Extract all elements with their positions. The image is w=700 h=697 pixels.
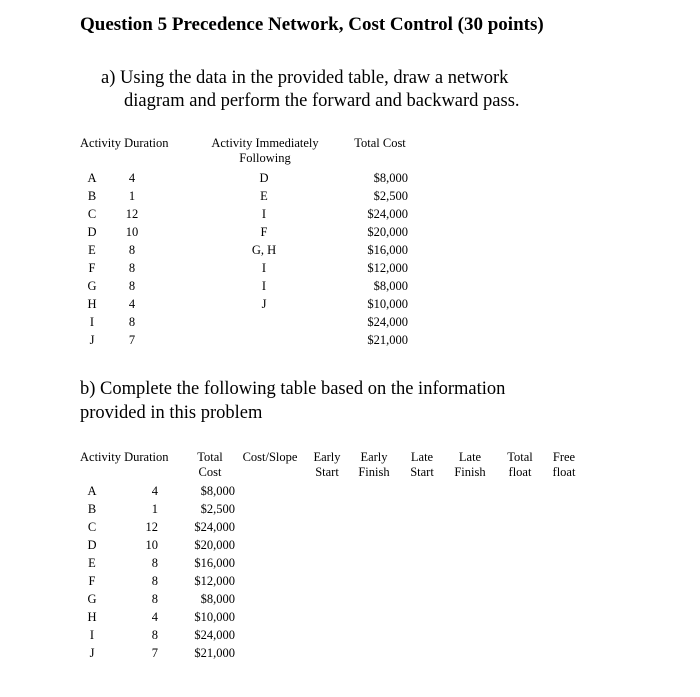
t2-header-free-float-line1: Free (552, 450, 576, 464)
t2-header-late-finish-line2: Finish (454, 465, 486, 479)
t1-following: J (261, 297, 267, 311)
t2-cost: $12,000 (194, 574, 235, 588)
t2-duration: 4 (151, 610, 158, 624)
t2-duration: 1 (151, 502, 158, 516)
t1-cost: $20,000 (367, 225, 408, 239)
t2-header-activity-duration: Activity Duration (80, 450, 169, 464)
t1-cost: $24,000 (367, 207, 408, 221)
t1-duration: 8 (128, 279, 136, 293)
t1-activity: C (87, 207, 97, 221)
t1-activity: I (89, 315, 95, 329)
t2-header-late-start-line2: Start (410, 465, 434, 479)
t2-duration: 4 (151, 484, 158, 498)
t1-following: G, H (251, 243, 277, 257)
t1-header-following-line1: Activity Immediately (211, 136, 319, 150)
t2-header-early-finish-line2: Finish (358, 465, 390, 479)
t1-duration: 1 (128, 189, 136, 203)
t2-header-cost-slope: Cost/Slope (242, 450, 298, 464)
question-title: Question 5 Precedence Network, Cost Control (30 points) (80, 14, 544, 35)
t1-activity: A (87, 171, 97, 185)
t1-activity: F (88, 261, 96, 275)
part-b-instruction-line1: b) Complete the following table based on the information (80, 379, 506, 399)
t2-activity: F (88, 574, 96, 588)
t2-header-total-float-line2: float (508, 465, 532, 479)
t2-cost: $16,000 (194, 556, 235, 570)
t1-duration: 10 (125, 225, 139, 239)
t1-activity: G (87, 279, 97, 293)
t2-activity: H (87, 610, 97, 624)
t1-duration: 8 (128, 261, 136, 275)
t1-activity: B (87, 189, 97, 203)
t1-cost: $16,000 (367, 243, 408, 257)
t1-following: I (261, 261, 267, 275)
t2-duration: 8 (151, 556, 158, 570)
part-a-instruction-line1: a) Using the data in the provided table, draw a network (101, 68, 509, 88)
t1-cost: $10,000 (367, 297, 408, 311)
t2-cost: $8,000 (200, 592, 235, 606)
t1-activity: D (87, 225, 97, 239)
t2-header-early-start-line1: Early (313, 450, 341, 464)
part-a-instruction-line2: diagram and perform the forward and backward pass. (124, 91, 520, 111)
t1-duration: 7 (128, 333, 136, 347)
t2-cost: $24,000 (194, 628, 235, 642)
t2-cost: $24,000 (194, 520, 235, 534)
t1-following: F (260, 225, 268, 239)
t1-duration: 4 (128, 297, 136, 311)
t2-duration: 12 (145, 520, 158, 534)
t2-activity: A (87, 484, 97, 498)
t2-header-early-finish-line1: Early (360, 450, 388, 464)
t2-header-early-start-line2: Start (315, 465, 339, 479)
t2-cost: $10,000 (194, 610, 235, 624)
t2-cost: $20,000 (194, 538, 235, 552)
t2-activity: B (87, 502, 97, 516)
t1-following: I (261, 279, 267, 293)
t2-header-total-cost-line2: Cost (198, 465, 222, 479)
t2-header-late-finish-line1: Late (458, 450, 482, 464)
t1-duration: 8 (128, 315, 136, 329)
t2-activity: I (89, 628, 95, 642)
t2-activity: G (87, 592, 97, 606)
t1-cost: $12,000 (367, 261, 408, 275)
t2-header-total-float-line1: Total (507, 450, 533, 464)
t2-header-total-cost-line1: Total (197, 450, 223, 464)
t2-activity: J (89, 646, 95, 660)
t2-cost: $8,000 (200, 484, 235, 498)
t1-duration: 8 (128, 243, 136, 257)
t2-duration: 7 (151, 646, 158, 660)
t1-activity: J (89, 333, 95, 347)
t1-cost: $21,000 (367, 333, 408, 347)
t1-activity: H (87, 297, 97, 311)
t2-duration: 8 (151, 574, 158, 588)
t1-following: E (260, 189, 268, 203)
t1-activity: E (88, 243, 96, 257)
t1-following: I (261, 207, 267, 221)
t1-duration: 4 (128, 171, 136, 185)
t1-cost: $2,500 (373, 189, 408, 203)
t1-header-total-cost: Total Cost (354, 136, 406, 150)
t1-cost: $8,000 (373, 279, 408, 293)
t2-duration: 10 (145, 538, 158, 552)
t1-duration: 12 (125, 207, 139, 221)
t1-header-following-line2: Following (239, 151, 291, 165)
t1-cost: $24,000 (367, 315, 408, 329)
t1-header-activity-duration: Activity Duration (80, 136, 169, 150)
t2-activity: E (88, 556, 96, 570)
t1-cost: $8,000 (373, 171, 408, 185)
t1-following: D (259, 171, 269, 185)
t2-activity: D (87, 538, 97, 552)
t2-activity: C (87, 520, 97, 534)
t2-header-free-float-line2: float (552, 465, 576, 479)
t2-duration: 8 (151, 592, 158, 606)
t2-duration: 8 (151, 628, 158, 642)
t2-cost: $21,000 (194, 646, 235, 660)
part-b-instruction-line2: provided in this problem (80, 403, 263, 423)
t2-cost: $2,500 (200, 502, 235, 516)
t2-header-late-start-line1: Late (410, 450, 434, 464)
